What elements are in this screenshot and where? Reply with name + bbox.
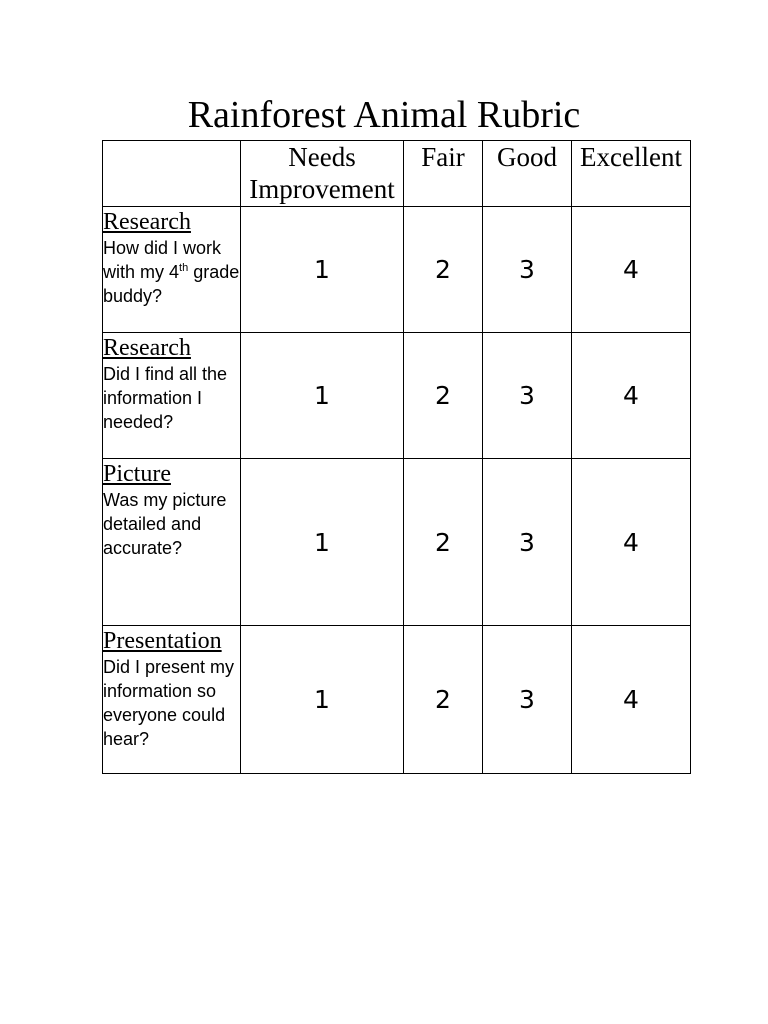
score-fair: 2 bbox=[404, 333, 483, 459]
header-fair: Fair bbox=[404, 141, 483, 207]
header-good: Good bbox=[483, 141, 572, 207]
header-cell-empty bbox=[103, 141, 241, 207]
header-row bbox=[103, 141, 691, 207]
criterion-cell bbox=[103, 459, 241, 626]
criterion-name: Presentation bbox=[103, 628, 222, 654]
criterion-question: Did I present my information so everyone could hear? bbox=[103, 657, 235, 749]
score-needs-improvement: 1 bbox=[241, 207, 404, 333]
table-row bbox=[103, 207, 691, 333]
table-row bbox=[103, 626, 691, 774]
header-excellent: Excellent bbox=[572, 141, 691, 207]
criterion-name: Research bbox=[103, 209, 191, 235]
criterion-name: Research bbox=[103, 335, 191, 361]
rubric-table bbox=[102, 140, 691, 774]
criterion-question bbox=[103, 236, 240, 308]
score-fair: 2 bbox=[404, 459, 483, 626]
question-text: How did I work with my 4 bbox=[103, 238, 222, 282]
table-row bbox=[103, 333, 691, 459]
criterion-question: Was my picture detailed and accurate? bbox=[103, 490, 227, 558]
score-good: 3 bbox=[483, 207, 572, 333]
header-needs-improvement: Needs Improvement bbox=[241, 141, 404, 207]
score-needs-improvement: 1 bbox=[241, 459, 404, 626]
criterion-name: Picture bbox=[103, 461, 171, 487]
criterion-cell bbox=[103, 626, 241, 774]
score-needs-improvement: 1 bbox=[241, 626, 404, 774]
score-needs-improvement: 1 bbox=[241, 333, 404, 459]
score-fair: 2 bbox=[404, 207, 483, 333]
criterion-cell bbox=[103, 207, 241, 333]
score-excellent: 4 bbox=[572, 207, 691, 333]
score-excellent: 4 bbox=[572, 333, 691, 459]
table-row bbox=[103, 459, 691, 626]
score-fair: 2 bbox=[404, 626, 483, 774]
page-title: Rainforest Animal Rubric bbox=[187, 94, 581, 136]
score-excellent: 4 bbox=[572, 459, 691, 626]
score-good: 3 bbox=[483, 626, 572, 774]
score-excellent: 4 bbox=[572, 626, 691, 774]
question-text-continued: grade buddy? bbox=[103, 262, 240, 306]
question-superscript: th bbox=[179, 262, 189, 274]
score-good: 3 bbox=[483, 333, 572, 459]
criterion-cell bbox=[103, 333, 241, 459]
score-good: 3 bbox=[483, 459, 572, 626]
criterion-question: Did I find all the information I needed? bbox=[103, 364, 228, 432]
